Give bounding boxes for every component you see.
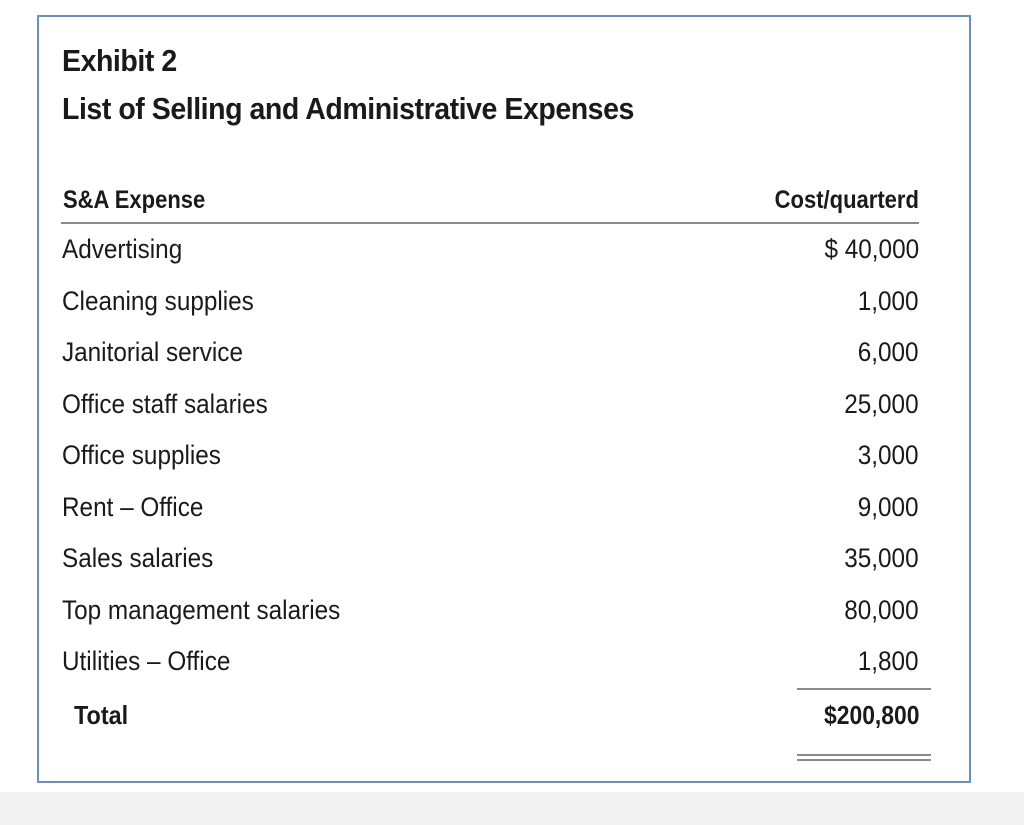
expense-cost: $ 40,000 <box>824 234 919 264</box>
page-bottom-band <box>0 792 1024 825</box>
expense-name: Rent – Office <box>62 491 204 522</box>
total-value: $200,800 <box>823 699 919 730</box>
expense-name: Advertising <box>62 234 183 264</box>
table-row <box>61 585 919 637</box>
table-row <box>61 482 919 534</box>
expense-table <box>61 182 919 740</box>
expense-cost: 6,000 <box>858 337 919 367</box>
expense-name: Utilities – Office <box>62 646 231 676</box>
expense-cost: 1,000 <box>858 285 919 316</box>
expense-cost: 9,000 <box>858 491 919 522</box>
total-row <box>61 688 919 740</box>
expense-name: Top management salaries <box>62 594 341 625</box>
total-label: Total <box>74 699 129 730</box>
table-row <box>61 327 919 379</box>
table-header-row <box>61 182 919 224</box>
expense-name: Office supplies <box>62 440 221 470</box>
exhibit-box <box>37 15 971 783</box>
header-expense: S&A Expense <box>63 186 206 214</box>
expense-cost: 35,000 <box>844 543 919 573</box>
expense-name: Sales salaries <box>62 543 214 573</box>
exhibit-title: List of Selling and Administrative Expenses <box>62 91 634 126</box>
expense-cost: 1,800 <box>858 646 919 676</box>
table-row <box>61 379 919 431</box>
expense-cost: 25,000 <box>844 388 919 419</box>
expense-cost: 3,000 <box>858 440 919 470</box>
expense-name: Cleaning supplies <box>62 285 254 316</box>
table-row <box>61 224 919 276</box>
table-row <box>61 636 919 688</box>
expense-name: Janitorial service <box>62 337 243 367</box>
total-double-rule <box>797 754 931 761</box>
table-row <box>61 276 919 328</box>
table-row <box>61 430 919 482</box>
exhibit-number: Exhibit 2 <box>62 43 177 78</box>
expense-cost: 80,000 <box>844 594 919 625</box>
expense-name: Office staff salaries <box>62 388 268 419</box>
header-cost: Cost/quarterd <box>774 186 919 214</box>
table-row <box>61 533 919 585</box>
